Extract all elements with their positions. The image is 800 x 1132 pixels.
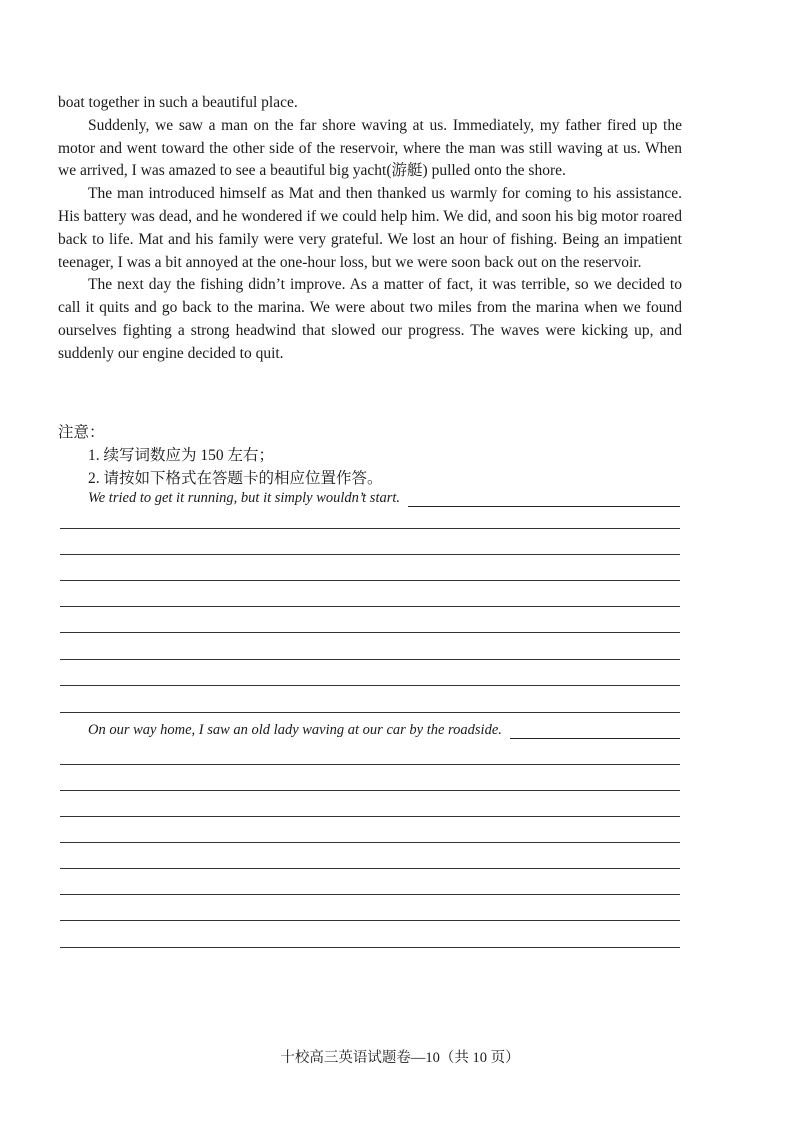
answer-line[interactable] [60,632,680,633]
answer-line[interactable] [60,764,680,765]
answer-line[interactable] [60,947,680,948]
answer-line[interactable] [60,580,680,581]
first-prompt-answer-line[interactable] [408,492,680,507]
answer-line[interactable] [60,712,680,713]
instructions [58,421,682,490]
passage-paragraph-1: boat together in such a beautiful place. [58,94,298,111]
answer-line[interactable] [60,685,680,686]
answer-line[interactable] [60,894,680,895]
passage-paragraph-2: Suddenly, we saw a man on the far shore waving at us. Immediately, my father fired up the motor and went toward the other side of the reservoir, where the man was still waving at us. When we arrived, I was amazed to see a beautiful big yacht(游艇) pulled onto the shore. [58,116,682,180]
answer-line[interactable] [60,554,680,555]
instruction-word-count: 1. 续写词数应为 150 左右； [88,447,275,464]
answer-line[interactable] [60,659,680,660]
answer-line[interactable] [60,790,680,791]
answer-line[interactable] [60,528,680,529]
passage-paragraph-4: The next day the fishing didn’t improve. As a matter of fact, it was terrible, so we decided to call it quits and go back to the marina. We were about two miles from the marina when we found ourselves fighting a strong headwind that slowed our progress. The waves were kicking up, and suddenly our engine decided to quit. [58,276,682,362]
passage-paragraph-3: The man introduced himself as Mat and then thanked us warmly for coming to his assistance. His battery was dead, and he wondered if we could help him. We did, and soon his big motor roared back to life. Mat and his family were very grateful. We lost an hour of fishing. Being an impatient teenager, I was a bit annoyed at the one-hour loss, but we were soon back out on the reservoir. [58,185,682,271]
answer-line[interactable] [60,606,680,607]
first-paragraph-prompt [88,490,680,507]
answer-line[interactable] [60,868,680,869]
second-prompt-text: On our way home, I saw an old lady waving at our car by the roadside. [88,722,502,738]
second-paragraph-prompt [88,722,680,739]
instruction-format: 2. 请按如下格式在答题卡的相应位置作答。 [88,470,383,487]
answer-line[interactable] [60,920,680,921]
story-passage [58,92,682,366]
answer-line[interactable] [60,842,680,843]
instructions-heading: 注意： [58,424,105,441]
answer-line[interactable] [60,816,680,817]
first-prompt-text: We tried to get it running, but it simply wouldn’t start. [88,490,401,506]
second-prompt-answer-line[interactable] [510,724,680,739]
page-footer: 十校高三英语试题卷—10（共 10 页） [280,1050,520,1066]
